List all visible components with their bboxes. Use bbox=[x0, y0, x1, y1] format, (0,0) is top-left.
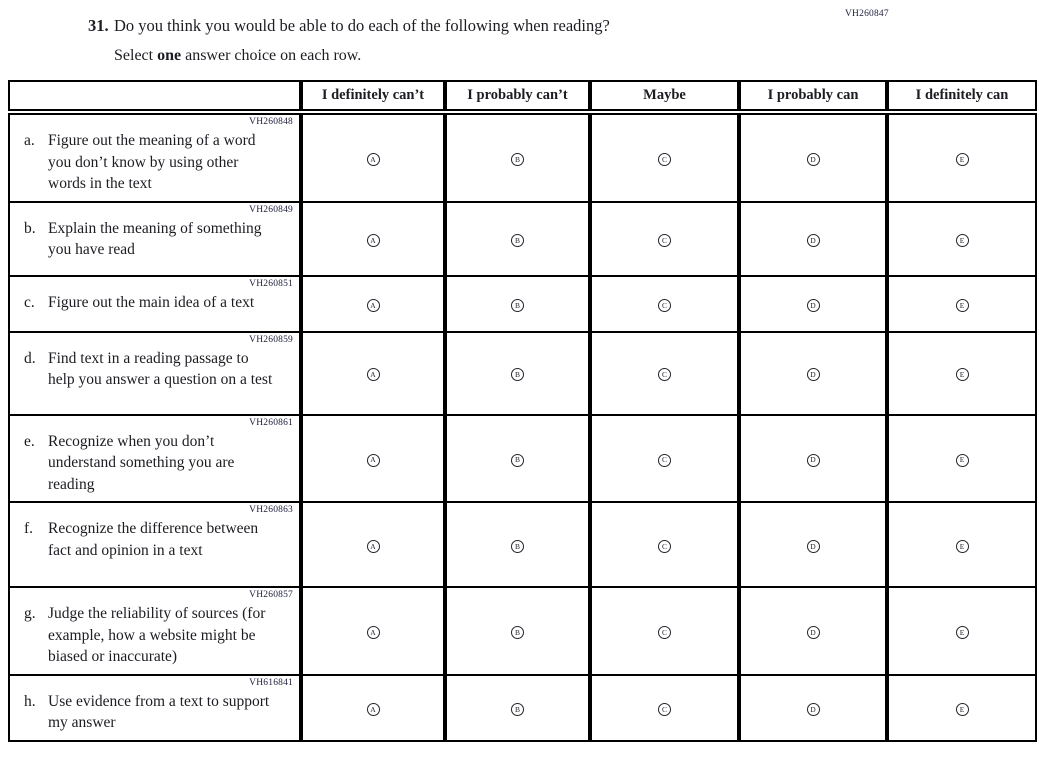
row-item-code: VH260851 bbox=[249, 278, 293, 289]
row-label-cell bbox=[9, 675, 301, 741]
option-cell[interactable] bbox=[887, 587, 1036, 675]
option-bubble-d[interactable]: D bbox=[807, 368, 820, 381]
option-cell[interactable] bbox=[590, 502, 739, 587]
instruction-emphasis: one bbox=[157, 47, 182, 64]
option-cell[interactable] bbox=[590, 675, 739, 741]
option-cell[interactable] bbox=[445, 276, 590, 332]
option-bubble-b[interactable]: B bbox=[511, 368, 524, 381]
option-cell[interactable] bbox=[590, 332, 739, 415]
option-bubble-a[interactable]: A bbox=[367, 153, 380, 166]
option-bubble-c[interactable]: C bbox=[658, 299, 671, 312]
row-label-text: Figure out the meaning of a word you don’t know by using other words in the text bbox=[48, 132, 256, 192]
option-cell[interactable] bbox=[301, 202, 445, 276]
option-cell[interactable] bbox=[887, 675, 1036, 741]
table-row bbox=[9, 675, 1036, 741]
row-item-code: VH260863 bbox=[249, 505, 293, 515]
option-cell[interactable] bbox=[445, 502, 590, 587]
option-bubble-b[interactable]: B bbox=[511, 626, 524, 639]
option-cell[interactable] bbox=[739, 276, 887, 332]
option-cell[interactable] bbox=[739, 587, 887, 675]
row-item-code: VH260849 bbox=[249, 204, 293, 215]
row-item-code: VH616841 bbox=[249, 677, 293, 688]
row-letter: b. bbox=[24, 219, 36, 237]
row-label-text: Find text in a reading passage to help you answer a question on a test bbox=[48, 349, 273, 388]
row-letter: e. bbox=[24, 432, 35, 450]
column-header-probably-cant: I probably can’t bbox=[445, 81, 590, 112]
row-label bbox=[24, 348, 274, 391]
column-header-maybe: Maybe bbox=[590, 81, 739, 112]
option-bubble-b[interactable]: B bbox=[511, 703, 524, 716]
option-cell[interactable] bbox=[887, 332, 1036, 415]
row-label-cell bbox=[9, 276, 301, 332]
option-cell[interactable] bbox=[590, 112, 739, 202]
option-bubble-b[interactable]: B bbox=[511, 454, 524, 467]
row-label-cell bbox=[9, 502, 301, 587]
option-bubble-a[interactable]: A bbox=[367, 454, 380, 467]
question-instruction bbox=[114, 45, 1039, 67]
row-label-cell bbox=[9, 202, 301, 276]
row-label bbox=[24, 431, 274, 496]
row-letter: g. bbox=[24, 605, 36, 622]
row-item-code: VH260859 bbox=[249, 334, 293, 345]
option-bubble-c[interactable]: C bbox=[658, 234, 671, 247]
row-item-code: VH260857 bbox=[249, 590, 293, 600]
option-bubble-a[interactable]: A bbox=[367, 234, 380, 247]
row-label bbox=[24, 130, 274, 195]
row-item-code: VH260848 bbox=[249, 117, 293, 127]
option-bubble-e[interactable]: E bbox=[956, 299, 969, 312]
row-label-text: Use evidence from a text to support my answer bbox=[48, 692, 270, 731]
table-row bbox=[9, 276, 1036, 332]
option-cell[interactable] bbox=[590, 276, 739, 332]
row-label-text: Recognize the difference between fact and opinion in a text bbox=[48, 520, 259, 559]
option-cell[interactable] bbox=[301, 675, 445, 741]
option-cell[interactable] bbox=[445, 332, 590, 415]
option-bubble-c[interactable]: C bbox=[658, 540, 671, 553]
option-cell[interactable] bbox=[739, 332, 887, 415]
option-bubble-e[interactable]: E bbox=[956, 540, 969, 553]
question-line bbox=[88, 15, 1039, 37]
option-cell[interactable] bbox=[301, 415, 445, 503]
option-cell[interactable] bbox=[739, 112, 887, 202]
column-header-probably-can: I probably can bbox=[739, 81, 887, 112]
row-label-cell bbox=[9, 112, 301, 202]
option-bubble-b[interactable]: B bbox=[511, 153, 524, 166]
option-cell[interactable] bbox=[301, 587, 445, 675]
table-row bbox=[9, 332, 1036, 415]
row-letter: a. bbox=[24, 132, 35, 149]
option-cell[interactable] bbox=[301, 112, 445, 202]
option-bubble-d[interactable]: D bbox=[807, 703, 820, 716]
option-cell[interactable] bbox=[887, 276, 1036, 332]
matrix-corner-cell bbox=[9, 81, 301, 112]
option-bubble-c[interactable]: C bbox=[658, 703, 671, 716]
row-item-code: VH260861 bbox=[249, 417, 293, 428]
option-cell[interactable] bbox=[301, 502, 445, 587]
row-letter: h. bbox=[24, 692, 36, 710]
row-label-text: Judge the reliability of sources (for example, how a website might be biased or inaccurate) bbox=[48, 605, 266, 665]
option-cell[interactable] bbox=[739, 675, 887, 741]
row-letter: f. bbox=[24, 520, 34, 537]
column-header-definitely-cant: I definitely can’t bbox=[301, 81, 445, 112]
option-bubble-d[interactable]: D bbox=[807, 626, 820, 639]
header-row bbox=[9, 81, 1036, 112]
instruction-suffix: answer choice on each row. bbox=[181, 47, 362, 64]
row-label-cell bbox=[9, 587, 301, 675]
row-label bbox=[24, 691, 274, 734]
option-cell[interactable] bbox=[887, 202, 1036, 276]
row-label-text: Explain the meaning of something you have read bbox=[48, 219, 262, 258]
option-cell[interactable] bbox=[887, 112, 1036, 202]
option-bubble-d[interactable]: D bbox=[807, 540, 820, 553]
table-row bbox=[9, 202, 1036, 276]
option-bubble-e[interactable]: E bbox=[956, 153, 969, 166]
row-label bbox=[24, 518, 274, 561]
table-row bbox=[9, 502, 1036, 587]
table-row bbox=[9, 415, 1036, 503]
option-bubble-b[interactable]: B bbox=[511, 299, 524, 312]
option-cell[interactable] bbox=[445, 112, 590, 202]
option-bubble-d[interactable]: D bbox=[807, 153, 820, 166]
row-label bbox=[24, 603, 274, 668]
instruction-prefix: Select bbox=[114, 47, 158, 64]
option-bubble-e[interactable]: E bbox=[956, 626, 969, 639]
row-label-cell bbox=[9, 332, 301, 415]
option-cell[interactable] bbox=[590, 202, 739, 276]
option-cell[interactable] bbox=[445, 675, 590, 741]
row-label-cell bbox=[9, 415, 301, 503]
option-bubble-e[interactable]: E bbox=[956, 368, 969, 381]
option-cell[interactable] bbox=[445, 202, 590, 276]
question-text: Do you think you would be able to do each of the following when reading? bbox=[114, 16, 610, 35]
option-bubble-e[interactable]: E bbox=[956, 234, 969, 247]
option-cell[interactable] bbox=[590, 415, 739, 503]
option-bubble-b[interactable]: B bbox=[511, 540, 524, 553]
option-bubble-d[interactable]: D bbox=[807, 454, 820, 467]
option-cell[interactable] bbox=[301, 332, 445, 415]
option-cell[interactable] bbox=[739, 415, 887, 503]
option-cell[interactable] bbox=[445, 587, 590, 675]
response-matrix bbox=[8, 80, 1037, 742]
option-cell[interactable] bbox=[887, 502, 1036, 587]
option-bubble-a[interactable]: A bbox=[367, 299, 380, 312]
option-bubble-e[interactable]: E bbox=[956, 703, 969, 716]
row-label-text: Figure out the main idea of a text bbox=[48, 293, 255, 311]
option-cell[interactable] bbox=[739, 202, 887, 276]
option-bubble-b[interactable]: B bbox=[511, 234, 524, 247]
option-bubble-a[interactable]: A bbox=[367, 368, 380, 381]
option-cell[interactable] bbox=[739, 502, 887, 587]
option-bubble-c[interactable]: C bbox=[658, 153, 671, 166]
row-label-text: Recognize when you don’t understand something you are reading bbox=[48, 432, 235, 493]
option-bubble-c[interactable]: C bbox=[658, 626, 671, 639]
column-header-definitely-can: I definitely can bbox=[887, 81, 1036, 112]
row-label bbox=[24, 292, 274, 314]
option-bubble-a[interactable]: A bbox=[367, 703, 380, 716]
option-bubble-c[interactable]: C bbox=[658, 454, 671, 467]
option-cell[interactable] bbox=[887, 415, 1036, 503]
option-bubble-a[interactable]: A bbox=[367, 626, 380, 639]
option-bubble-e[interactable]: E bbox=[956, 454, 969, 467]
option-bubble-d[interactable]: D bbox=[807, 299, 820, 312]
table-row bbox=[9, 587, 1036, 675]
row-letter: c. bbox=[24, 293, 35, 311]
option-bubble-a[interactable]: A bbox=[367, 540, 380, 553]
item-code: VH260847 bbox=[845, 9, 889, 19]
row-letter: d. bbox=[24, 349, 36, 367]
table-row bbox=[9, 112, 1036, 202]
question-number: 31. bbox=[88, 16, 109, 35]
row-label bbox=[24, 218, 274, 261]
option-cell[interactable] bbox=[301, 276, 445, 332]
option-bubble-c[interactable]: C bbox=[658, 368, 671, 381]
option-bubble-d[interactable]: D bbox=[807, 234, 820, 247]
option-cell[interactable] bbox=[445, 415, 590, 503]
option-cell[interactable] bbox=[590, 587, 739, 675]
